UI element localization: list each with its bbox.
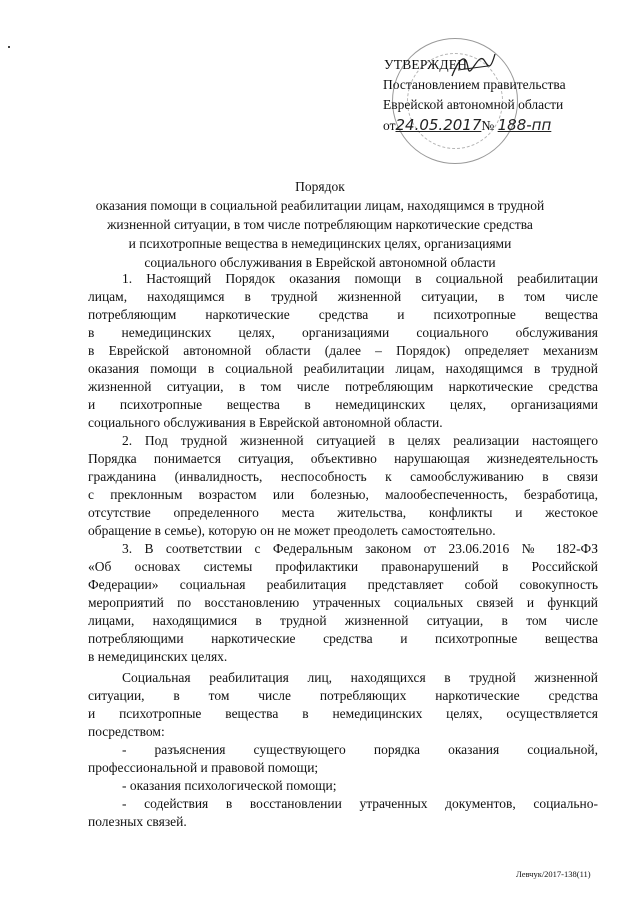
title-line: жизненной ситуации, в том числе потребляющим наркотические средства xyxy=(107,217,533,232)
body-line: отсутствие определенного места жительства, конфликты и жестокое xyxy=(88,505,598,520)
list-item: - оказания психологической помощи; xyxy=(122,778,337,793)
body-line: Порядка понимается ситуация, объективно нарушающая жизнедеятельность xyxy=(88,451,598,466)
body-line: 1. Настоящий Порядок оказания помощи в социальной реабилитации xyxy=(122,271,598,286)
footer-code: Левчук/2017-138(11) xyxy=(516,869,591,879)
body-line: посредством: xyxy=(88,724,165,739)
approval-block xyxy=(383,55,623,136)
document-body xyxy=(88,270,598,831)
body-line: Социальная реабилитация лиц, находящихся в трудной жизненной xyxy=(122,670,598,685)
body-line: в немедицинских целях. xyxy=(88,649,228,664)
title-line: оказания помощи в социальной реабилитации лицам, находящимся в трудной xyxy=(95,198,545,213)
body-line: ситуации, в том числе потребляющих наркотические средства xyxy=(88,688,598,703)
approval-line-2: Еврейской автономной области xyxy=(383,97,564,112)
body-line: мероприятий по восстановлению утраченных социальных связей и функций xyxy=(88,595,598,610)
body-line: потребляющими наркотические средства и психотропные вещества xyxy=(88,631,598,646)
body-line: в немедицинских целях, организациями социального обслуживания xyxy=(88,325,598,340)
body-line: лицам, находящимся в трудной жизненной ситуации, в том числе xyxy=(88,289,598,304)
number-value: 188-пп xyxy=(497,116,552,134)
body-line: жизненной ситуации, в том числе потребляющим наркотические средства xyxy=(88,379,598,394)
number-prefix: № xyxy=(481,118,495,133)
body-line: оказания помощи в социальной реабилитации лицам, находящимся в трудной xyxy=(88,361,598,376)
body-line: потребляющим наркотические средства и психотропные вещества xyxy=(88,307,598,322)
approval-date-line xyxy=(383,115,623,136)
list-item: - содействия в восстановлении утраченных документов, социально- xyxy=(122,796,598,811)
body-line: лицами, находящимися в трудной жизненной ситуации, в том числе xyxy=(88,613,598,628)
body-line: и психотропные вещества в немедицинских целях, осуществляется xyxy=(88,706,598,721)
body-line: полезных связей. xyxy=(88,814,187,829)
body-line: Федерации» социальная реабилитация представляет собой совокупность xyxy=(88,577,598,592)
list-item: - разъяснения существующего порядка оказания социальной, xyxy=(122,742,598,757)
body-line: в Еврейской автономной области (далее – Порядок) определяет механизм xyxy=(88,343,598,358)
approval-line-1: Постановлением правительства xyxy=(383,77,566,92)
date-prefix: от xyxy=(383,118,396,133)
body-line: «Об основах системы профилактики правонарушений в Российской xyxy=(88,559,598,574)
approved-heading: УТВЕРЖДЕН xyxy=(384,57,468,72)
date-value: 24.05.2017 xyxy=(395,116,482,134)
title-line: и психотропные вещества в немедицинских целях, организациями xyxy=(128,236,512,251)
body-line: с преклонным возрастом или болезнью, малообеспеченность, безработица, xyxy=(88,487,598,502)
body-line: гражданина (инвалидность, неспособность к самообслуживанию в связи xyxy=(88,469,598,484)
body-line: и психотропные вещества в немедицинских целях, организациями xyxy=(88,397,598,412)
scan-mark xyxy=(8,46,10,48)
body-line: социального обслуживания в Еврейской автономной области. xyxy=(88,415,443,430)
document-title xyxy=(60,177,580,272)
body-line: 2. Под трудной жизненной ситуацией в целях реализации настоящего xyxy=(122,433,598,448)
body-line: профессиональной и правовой помощи; xyxy=(88,760,319,775)
title-line: социального обслуживания в Еврейской автономной области xyxy=(144,255,496,270)
body-line: обращение в семье), которую он не может преодолеть самостоятельно. xyxy=(88,523,496,538)
title-heading: Порядок xyxy=(295,179,345,194)
body-line: 3. В соответствии с Федеральным законом от 23.06.2016 № 182-ФЗ xyxy=(122,541,598,556)
